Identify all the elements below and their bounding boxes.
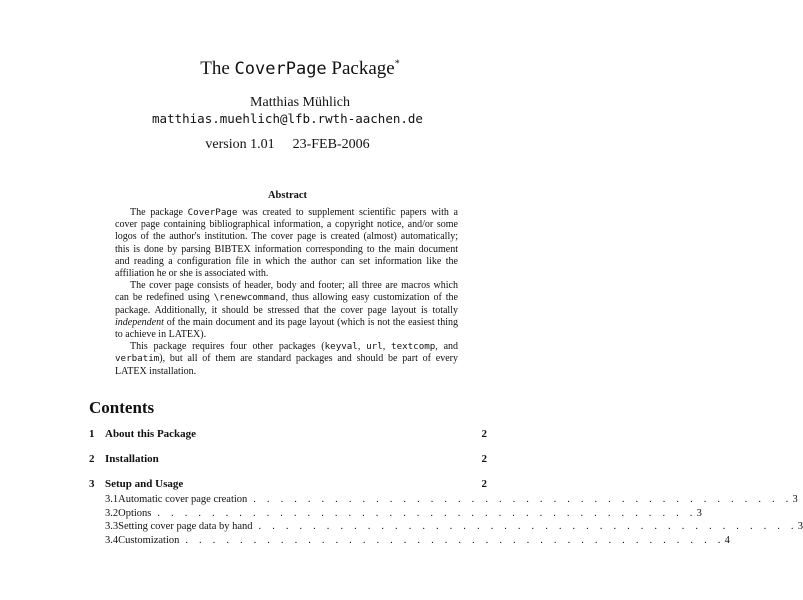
document-title bbox=[0, 58, 600, 80]
toc-section-label: Setup and Usage bbox=[105, 478, 184, 490]
toc-subsection-number: 3.1 bbox=[105, 494, 119, 505]
toc-section-2[interactable] bbox=[89, 453, 487, 469]
package-name: keyval bbox=[324, 341, 358, 353]
toc-subsection-3-2[interactable] bbox=[89, 507, 702, 522]
toc-leader-dots: . . . . . . . . . . . . . . . . . . . . . . . . . . . . . . . . . . . . . . . . bbox=[253, 494, 793, 505]
toc-subsection-number: 3.3 bbox=[105, 521, 119, 532]
toc-subsection-label: Setting cover page data by hand bbox=[118, 521, 253, 532]
package-name: CoverPage bbox=[187, 207, 238, 218]
command-name: \renewcommand bbox=[213, 292, 286, 304]
abstract-body bbox=[115, 207, 458, 378]
title-suffix: Package bbox=[331, 58, 395, 79]
toc-section-1[interactable] bbox=[89, 428, 487, 444]
abstract-text: , bbox=[357, 341, 367, 353]
title-footnote-mark: * bbox=[394, 58, 400, 70]
toc-section-number: 3 bbox=[89, 478, 95, 490]
toc-section-number: 1 bbox=[89, 428, 95, 440]
title-prefix: The bbox=[200, 58, 230, 79]
emphasis-text: independent bbox=[115, 316, 164, 328]
toc-page-number: 2 bbox=[481, 478, 487, 490]
toc-section-label: Installation bbox=[105, 453, 159, 465]
toc-page-number: 2 bbox=[481, 428, 487, 440]
version-label: version 1.01 bbox=[205, 137, 275, 152]
toc-page-number: 3 bbox=[797, 521, 803, 532]
toc-page-number: 3 bbox=[792, 494, 798, 505]
contents-heading: Contents bbox=[89, 398, 155, 417]
author-email: matthias.muehlich@lfb.rwth-aachen.de bbox=[152, 111, 423, 126]
abstract-text: , and bbox=[435, 341, 459, 353]
toc-subsection-number: 3.2 bbox=[105, 507, 119, 519]
package-name: textcomp bbox=[391, 341, 436, 353]
toc-subsection-number: 3.4 bbox=[105, 534, 119, 546]
author-name: Matthias Mühlich bbox=[250, 95, 350, 110]
version-date: 23-FEB-2006 bbox=[292, 137, 370, 152]
toc-section-number: 2 bbox=[89, 453, 95, 465]
abstract-text: ), but all of them are standard packages and should be part of every LATEX installation. bbox=[115, 353, 458, 377]
toc-subsection-label: Customization bbox=[118, 534, 180, 546]
toc-page-number: 3 bbox=[696, 507, 702, 519]
abstract-text: was created to supplement scientific papers with a cover page containing bibliographical information, a copyright notice, and/or some logos of the author's institution. The cover page is created (almost) automatically; this is done by parsing BIBTEX information corresponding to the main document and reading a configuration file in which the author can set information like the affiliation he or she is associated with. bbox=[115, 207, 458, 280]
abstract-paragraph-1 bbox=[115, 207, 458, 280]
abstract-text: of the main document and its page layout (which is not the easiest thing to achieve in LATEX). bbox=[115, 316, 458, 341]
toc-section-3[interactable] bbox=[89, 478, 487, 494]
title-package-name: CoverPage bbox=[234, 59, 327, 79]
toc-section-label: About this Package bbox=[105, 428, 197, 440]
toc-page-number: 4 bbox=[724, 534, 730, 546]
toc-subsection-label: Automatic cover page creation bbox=[118, 494, 248, 505]
table-of-contents bbox=[89, 428, 803, 548]
abstract-text: The cover page consists of header, body and footer; all three are macros which can be redefined using bbox=[115, 280, 458, 304]
abstract-text: , thus allowing easy customization of the package. Additionally, it should be stressed that the cover page layout is totally bbox=[115, 292, 458, 316]
toc-subsection-3-1[interactable] bbox=[89, 494, 798, 508]
package-name: verbatim bbox=[115, 353, 160, 365]
toc-page-number: 2 bbox=[481, 453, 487, 465]
version-line bbox=[0, 137, 575, 153]
toc-subsection-label: Options bbox=[118, 507, 152, 519]
toc-subsection-3-3[interactable] bbox=[89, 521, 803, 535]
abstract-paragraph-3 bbox=[115, 341, 458, 378]
abstract-paragraph-2 bbox=[115, 280, 458, 341]
toc-leader-dots: . . . . . . . . . . . . . . . . . . . . . . . . . . . . . . . . . . . . . . . . bbox=[185, 534, 725, 546]
abstract-text: This package requires four other packages ( bbox=[130, 341, 325, 353]
abstract-heading: Abstract bbox=[267, 190, 308, 201]
package-name: url bbox=[366, 341, 383, 353]
abstract-text: The package bbox=[130, 207, 188, 218]
toc-subsection-3-4[interactable] bbox=[89, 534, 730, 549]
toc-leader-dots: . . . . . . . . . . . . . . . . . . . . . . . . . . . . . . . . . . . . . . . . bbox=[258, 521, 798, 532]
abstract-text: , bbox=[382, 341, 392, 353]
toc-leader-dots: . . . . . . . . . . . . . . . . . . . . . . . . . . . . . . . . . . . . . . . . bbox=[157, 507, 697, 519]
